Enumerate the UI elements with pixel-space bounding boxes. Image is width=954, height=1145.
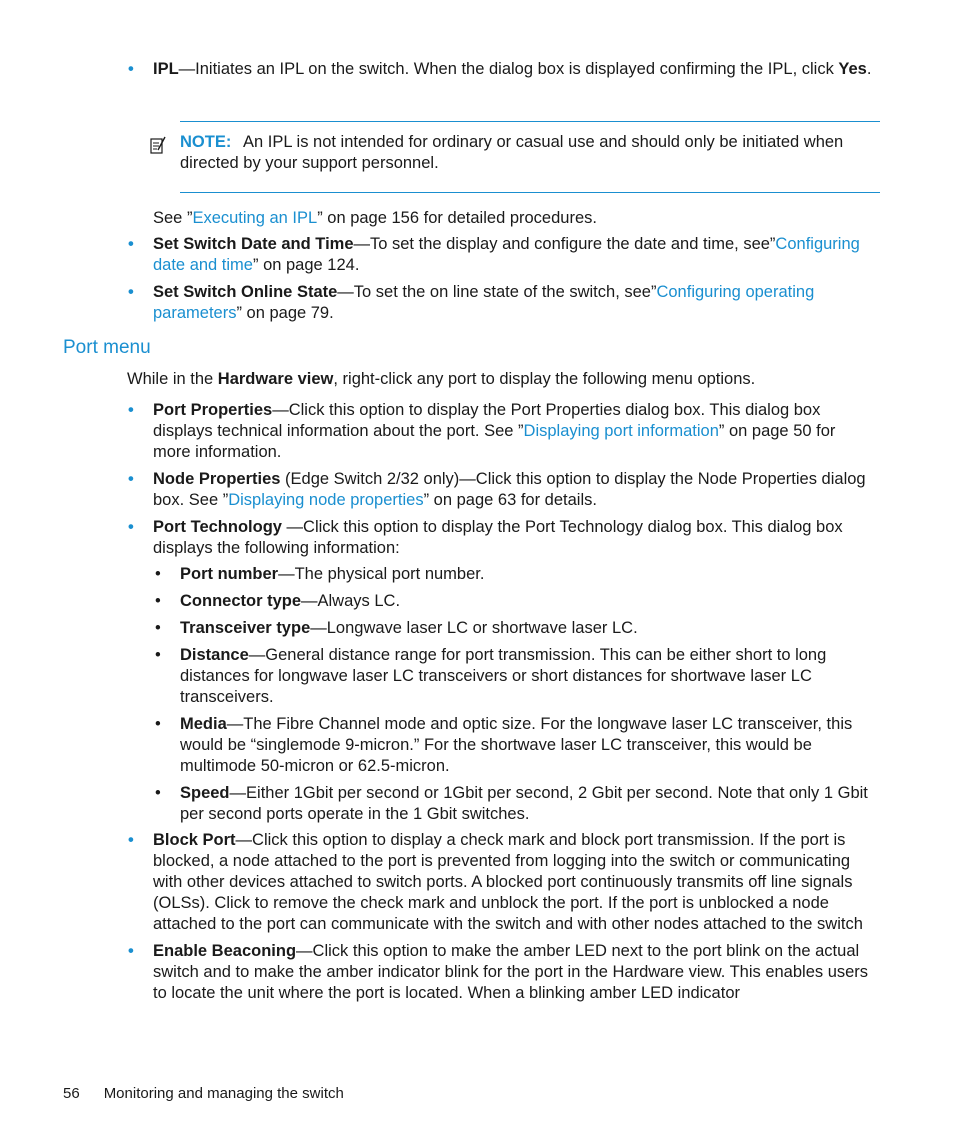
bullet-icon: •	[128, 942, 134, 960]
sub-bullet-icon: •	[155, 592, 161, 610]
note-text: An IPL is not intended for ordinary or casual use and should only be initiated when directed by your support personnel.	[180, 133, 844, 172]
list-item-online-state: • Set Switch Online State—To set the on line state of the switch, see”Configuring operating parameters” on page 79.	[128, 283, 815, 322]
bullet-icon: •	[128, 283, 134, 301]
list-item-node-properties: • Node Properties (Edge Switch 2/32 only)—Click this option to display the Node Properties dialog box. See ”Displaying node properties” on page 63 for details.	[128, 470, 866, 509]
list-item-port-properties: • Port Properties—Click this option to display the Port Properties dialog box. This dialog box displays technical information about the port. See ”Displaying port information” on page 50 for more information.	[128, 401, 836, 461]
list-item-block-port: • Block Port—Click this option to display a check mark and block port transmission. If the port is blocked, a node attached to the port is prevented from logging into the switch or communicating with other devices attached to switch ports. A blocked port continuously transmits off line signals (OLSs). Click to remove the check mark and unblock the port. If the port is unblocked a node attached to the port can communicate with the switch and with other nodes attached to the switch	[128, 831, 863, 933]
sub-bullet-icon: •	[155, 715, 161, 733]
sub-bullet-icon: •	[155, 784, 161, 802]
sub-bullet-icon: •	[155, 565, 161, 583]
link-configuring-date-time[interactable]: Configuring date and time	[153, 235, 860, 274]
note-pencil-icon	[150, 136, 166, 154]
sub-bullet-icon: •	[155, 619, 161, 637]
link-executing-ipl[interactable]: Executing an IPL	[192, 209, 318, 227]
bullet-icon: •	[128, 235, 134, 253]
note-box	[180, 121, 880, 193]
page-number: 56	[63, 1085, 80, 1102]
see-ipl-paragraph: See ”Executing an IPL” on page 156 for detailed procedures.	[153, 209, 597, 227]
top-bullet-list	[0, 59, 877, 80]
sub-bullet-icon: •	[155, 646, 161, 664]
link-configuring-operating-parameters[interactable]: Configuring operating parameters	[153, 283, 815, 322]
sub-item-distance: • Distance—General distance range for port transmission. This can be either short to long distances for longwave laser LC transceivers or short distances for shortwave laser LC transceivers.	[155, 646, 827, 706]
bullet-icon: •	[128, 831, 134, 849]
bullet-icon: •	[128, 60, 134, 78]
sub-item-speed: • Speed—Either 1Gbit per second or 1Gbit per second, 2 Gbit per second. Note that only 1 Gbit per second ports operate in the 1 Gbit switches.	[155, 784, 868, 823]
sub-item-transceiver-type: • Transceiver type—Longwave laser LC or shortwave laser LC.	[155, 619, 638, 637]
chapter-title: Monitoring and managing the switch	[103, 1085, 344, 1102]
bullet-icon: •	[128, 470, 134, 488]
top-bullet-list-2	[0, 234, 877, 324]
port-menu-list	[0, 400, 877, 1004]
sub-item-connector-type: • Connector type—Always LC.	[155, 592, 401, 610]
link-displaying-port-information[interactable]: Displaying port information	[523, 422, 719, 440]
term-yes: Yes	[838, 60, 867, 78]
list-item-date-time: • Set Switch Date and Time—To set the display and configure the date and time, see”Configuring date and time” on page 124.	[128, 235, 860, 274]
term-ipl: IPL	[153, 60, 179, 78]
list-item-ipl: • IPL—Initiates an IPL on the switch. When the dialog box is displayed confirming the IPL, click Yes.	[128, 60, 872, 78]
list-item-port-technology: • Port Technology —Click this option to display the Port Technology dialog box. This dialog box displays the following information:	[128, 518, 843, 557]
sub-item-media: • Media—The Fibre Channel mode and optic size. For the longwave laser LC transceiver, this would be “singlemode 9-micron.” For the shortwave laser LC transceiver, this would be multimode 50-micron or 62.5-micron.	[155, 715, 853, 775]
list-item-enable-beaconing: • Enable Beaconing—Click this option to make the amber LED next to the port blink on the actual switch and to make the amber indicator blink for the port in the Hardware view. This enables users to locate the unit where the port is located. When a blinking amber LED indicator	[128, 942, 869, 1002]
bullet-icon: •	[128, 401, 134, 419]
intro-paragraph: While in the Hardware view, right-click any port to display the following menu options.	[127, 370, 756, 388]
note-label: NOTE:	[180, 133, 232, 151]
sub-item-port-number: • Port number—The physical port number.	[155, 565, 485, 583]
page-footer	[63, 1083, 344, 1104]
bullet-icon: •	[128, 518, 134, 536]
section-heading-port-menu: Port menu	[63, 337, 151, 358]
link-displaying-node-properties[interactable]: Displaying node properties	[228, 491, 424, 509]
